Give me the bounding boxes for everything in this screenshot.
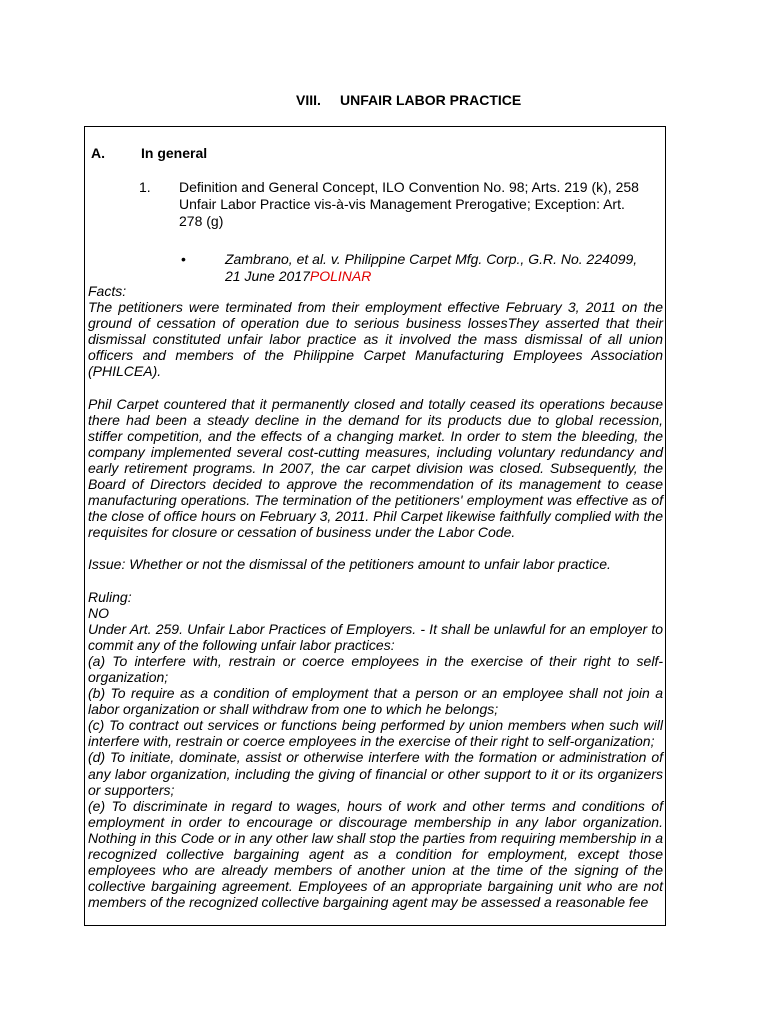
facts-paragraph-1: The petitioners were terminated from their employment effective February 3, 2011 on the ground of cessation of operation due to serious business lossesThey asserted that their dismissal constituted unfair labor practice as it involved the mass dismissal of all union officers and members of the Philippine Carpet Manufacturing Employees Association (PHILCEA).: [88, 299, 663, 380]
article-clause-a: (a) To interfere with, restrain or coerce employees in the exercise of their right to self-organization;: [88, 652, 663, 685]
content-box: [84, 126, 666, 926]
case-tag: POLINAR: [309, 268, 372, 284]
article-intro: Under Art. 259. Unfair Labor Practices of Employers. - It shall be unlawful for an employer to commit any of the following unfair labor practices:: [88, 620, 663, 653]
bullet-icon: •: [181, 251, 186, 267]
case-entry: [225, 251, 655, 285]
ruling-label: Ruling:: [88, 588, 132, 605]
facts-label: Facts:: [88, 283, 127, 299]
article-clause-e: (e) To discriminate in regard to wages, hours of work and other terms and conditions of employment in order to encourage or discourage membership in any labor organization. Nothing in this Code or in any other law shall stop the parties from requiring membership in a recognized collective bargaining agent as a condition for employment, except those employees who are already members of another union at the time of the signing of the collective bargaining agreement. Employees of an appropriate bargaining unit who are not members of the recognized collective bargaining agent may be assessed a reasonable fee: [88, 797, 663, 911]
item-text: Definition and General Concept, ILO Convention No. 98; Arts. 219 (k), 258 Unfair Labor Practice vis-à-vis Management Prerogative; Exception: Art. 278 (g): [179, 179, 639, 229]
article-clause-b: (b) To require as a condition of employment that a person or an employee shall not join a labor organization or shall withdraw from one to which he belongs;: [88, 685, 663, 718]
section-label: A.: [91, 145, 105, 161]
issue-paragraph: Issue: Whether or not the dismissal of the petitioners amount to unfair labor practice.: [88, 556, 611, 573]
section-text: In general: [141, 145, 208, 161]
item-number: 1.: [139, 179, 151, 195]
case-body: [88, 283, 663, 910]
facts-paragraph-2: Phil Carpet countered that it permanently closed and totally ceased its operations because there had been a steady decline in the demand for its products due to global recession, stiffer competition, and the effects of a changing market. In order to stem the bleeding, the company implemented several cost-cutting measures, including voluntary redundancy and early retirement programs. In 2007, the car carpet division was closed. Subsequently, the Board of Directors decided to approve the recommendation of its management to cease manufacturing operations. The termination of the petitioners' employment was effective as of the close of office hours on February 3, 2011. Phil Carpet likewise faithfully complied with the requisites for closure or cessation of business under the Labor Code.: [88, 395, 663, 541]
title-text: UNFAIR LABOR PRACTICE: [340, 92, 522, 108]
article-clause-c: (c) To contract out services or functions being performed by union members when such will interfere with, restrain or coerce employees in the exercise of their right to self-organization;: [88, 717, 663, 750]
case-citation: Zambrano, et al. v. Philippine Carpet Mfg. Corp., G.R. No. 224099, 21 June 2017: [225, 251, 638, 284]
title-number: VIII.: [296, 92, 321, 108]
article-clause-d: (d) To initiate, dominate, assist or otherwise interfere with the formation or administration of any labor organization, including the giving of financial or other support to it or its organizers or supporters;: [88, 749, 663, 798]
ruling-answer: NO: [88, 604, 109, 621]
